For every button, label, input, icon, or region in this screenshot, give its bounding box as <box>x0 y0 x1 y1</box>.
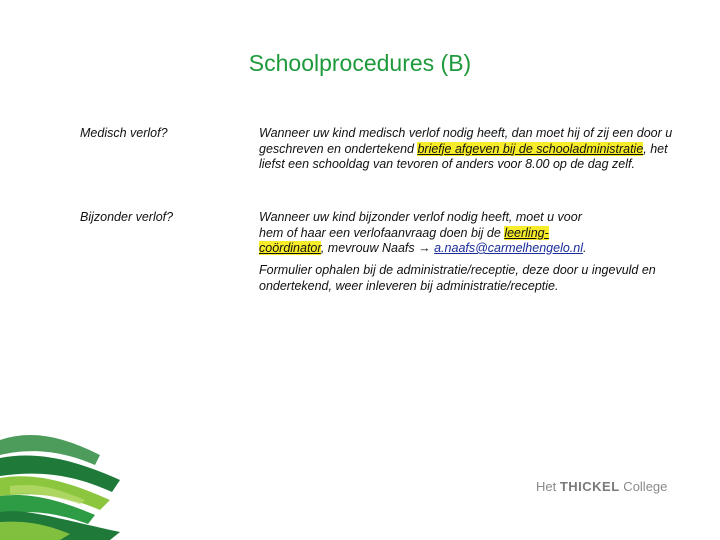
arrow-icon: → <box>418 241 431 255</box>
highlighted-text: briefje afgeven bij de schooladministratie <box>417 141 644 156</box>
page-title: Schoolprocedures (B) <box>248 50 472 76</box>
desc-text: , het liefst een schooldag van tevoren of anders voor 8.00 op de dag zelf. <box>259 141 668 171</box>
school-logo <box>536 479 667 494</box>
term-medisch-verlof: Medisch verlof? <box>80 126 168 140</box>
desc-text: Wanneer uw kind medisch verlof nodig heeft, dan moet hij of zij een door u geschreven en ondertekend <box>259 126 673 156</box>
term-bijzonder-verlof: Bijzonder verlof? <box>80 210 174 224</box>
brush-decoration <box>0 400 140 540</box>
logo-text: Het <box>536 479 560 494</box>
desc-text: , mevrouw Naafs <box>320 241 419 255</box>
desc-text: . <box>583 241 587 255</box>
logo-text: College <box>619 479 668 494</box>
desc-formulier: Formulier ophalen bij de administratie/receptie, deze door u ingevuld en ondertekend, weer inleveren bij administratie/receptie. <box>259 263 656 293</box>
logo-text-bold: THICKEL <box>559 479 620 494</box>
highlighted-text: leerling-coördinator <box>259 225 549 255</box>
email-link[interactable]: a.naafs@carmelhengelo.nl <box>434 241 583 255</box>
desc-medisch-verlof <box>259 126 684 173</box>
desc-text: Wanneer uw kind bijzonder verlof nodig heeft, moet u voor hem of haar een verlofaanvraag doen bij de <box>259 210 582 240</box>
desc-bijzonder-verlof <box>259 210 599 257</box>
